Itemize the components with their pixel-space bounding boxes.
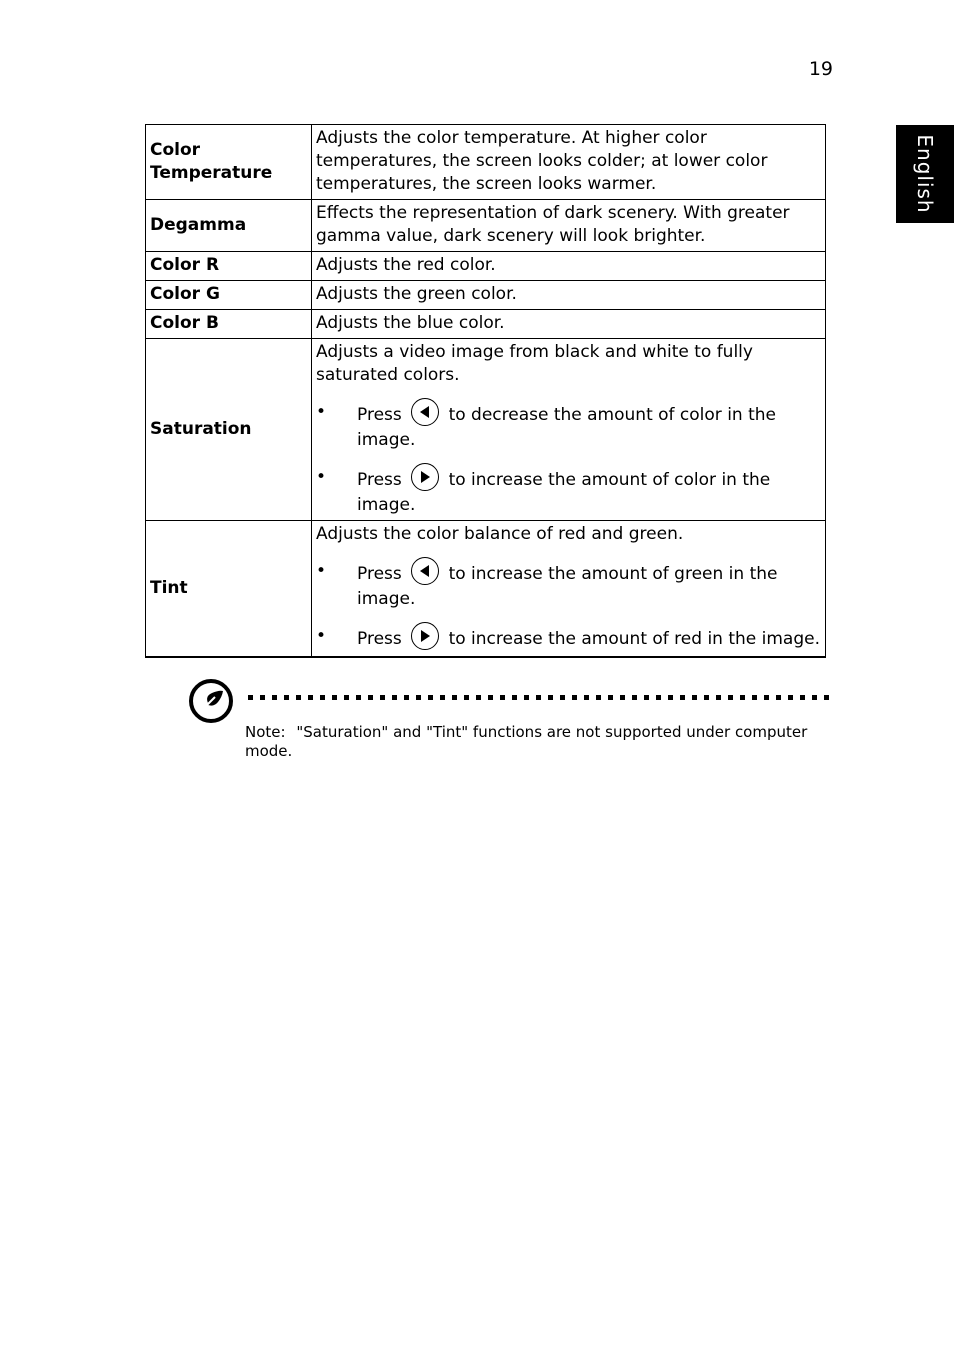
list-item xyxy=(316,466,821,517)
bullet-text-before: Press xyxy=(357,629,402,649)
setting-description: Adjusts the blue color. xyxy=(312,310,826,339)
table-row xyxy=(146,281,826,310)
bullet-text-before: Press xyxy=(357,405,402,425)
setting-description: Adjusts the color temperature. At higher color temperatures, the screen looks colder; at lower color temperatures, the screen looks warmer. xyxy=(312,125,826,200)
bullet-dot: • xyxy=(316,467,327,487)
note-text: "Saturation" and "Tint" functions are not supported under computer mode. xyxy=(245,723,808,760)
right-arrow-button-icon xyxy=(411,463,439,491)
settings-table xyxy=(145,124,826,658)
bullet-text-before: Press xyxy=(357,470,402,490)
note xyxy=(245,723,825,761)
setting-name: Color B xyxy=(146,310,312,339)
bullet-text-after: to increase the amount of green in the image. xyxy=(357,564,778,609)
right-arrow-button-icon xyxy=(411,622,439,650)
language-tab xyxy=(896,125,954,223)
setting-description: Adjusts the red color. xyxy=(312,252,826,281)
bullet-text-after: to increase the amount of color in the image. xyxy=(357,470,771,515)
setting-description-cell xyxy=(312,521,826,658)
setting-name: Degamma xyxy=(146,200,312,252)
list-item xyxy=(316,625,821,653)
setting-description: Effects the representation of dark scenery. With greater gamma value, dark scenery will look brighter. xyxy=(312,200,826,252)
note-label: Note: xyxy=(245,723,286,741)
setting-description: Adjusts a video image from black and white to fully saturated colors. xyxy=(316,342,753,385)
setting-name: Color G xyxy=(146,281,312,310)
setting-description: Adjusts the green color. xyxy=(312,281,826,310)
setting-name: Tint xyxy=(146,521,312,658)
bullet-dot: • xyxy=(316,626,327,646)
list-item xyxy=(316,401,821,452)
table-row xyxy=(146,521,826,658)
language-tab-label: English xyxy=(913,134,937,214)
table-row xyxy=(146,200,826,252)
setting-description-cell xyxy=(312,339,826,521)
left-arrow-button-icon xyxy=(411,398,439,426)
setting-name: Color R xyxy=(146,252,312,281)
table-row xyxy=(146,125,826,200)
bullet-dot: • xyxy=(316,561,327,581)
setting-name: Saturation xyxy=(146,339,312,521)
bullet-text-after: to decrease the amount of color in the image. xyxy=(357,405,776,450)
bullet-text-before: Press xyxy=(357,564,402,584)
bullet-text-after: to increase the amount of red in the image. xyxy=(448,629,821,649)
note-icon xyxy=(188,678,234,724)
note-divider xyxy=(248,695,832,700)
list-item xyxy=(316,560,821,611)
setting-description: Adjusts the color balance of red and green. xyxy=(316,524,684,544)
setting-name: Color Temperature xyxy=(146,125,312,200)
left-arrow-button-icon xyxy=(411,557,439,585)
page-number: 19 xyxy=(808,58,833,80)
table-row xyxy=(146,252,826,281)
bullet-dot: • xyxy=(316,402,327,422)
table-row xyxy=(146,310,826,339)
table-row xyxy=(146,339,826,521)
